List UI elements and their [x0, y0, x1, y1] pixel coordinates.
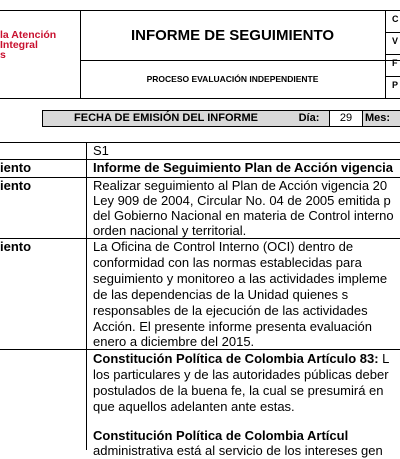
dia-label: Día:	[298, 112, 320, 124]
objetivo-line-1: Realizar seguimiento al Plan de Acción vigencia 20	[93, 178, 388, 193]
logo-line-3: s	[0, 49, 6, 61]
header-right-label-2: V	[392, 36, 399, 46]
header-right-line-1	[385, 32, 400, 33]
fecha-label: FECHA DE EMISIÓN DEL INFORME	[74, 112, 258, 124]
normativa-article-83: Constitución Política de Colombia Artículo 83:	[93, 351, 379, 366]
fecha-emision-row	[42, 110, 400, 127]
mes-label: Mes:	[365, 112, 391, 124]
normativa-line-cut: administrativa está al servicio de los intereses gen	[93, 443, 383, 458]
alcance-line-7: enero a diciembre del 2015.	[93, 334, 255, 349]
normativa-line-3: postulados de la buena fe, la cual se presumirá en	[93, 383, 384, 398]
header-right-line-3	[385, 76, 400, 77]
alcance-line-4: de las dependencias de la Unidad quienes s	[93, 287, 349, 302]
titulo-value: Informe de Seguimiento Plan de Acción vigencia	[93, 160, 394, 175]
alcance-line-6: Acción. El presente informe presenta evaluación	[93, 319, 372, 334]
entity-logo	[0, 30, 60, 60]
normativa-line-2: los particulares y de las autoridades públicas deber	[93, 367, 389, 382]
document-subtitle: PROCESO EVALUACIÓN INDEPENDIENTE	[146, 74, 319, 84]
logo-line-1: la Atención	[0, 29, 57, 41]
header-right-label-4: P	[392, 80, 399, 90]
alcance-line-2: conformidad con las normas establecidas para	[93, 255, 362, 270]
alcance-line-3: seguimiento y monitoreo a las actividades impleme	[93, 271, 388, 286]
objetivo-line-3: del Gobierno Nacional en materia de Control interno	[93, 208, 394, 223]
dia-value: 29	[329, 111, 363, 126]
header-bottom-line	[0, 98, 400, 99]
alcance-line-1: La Oficina de Control Interno (OCI) dentro de	[93, 239, 354, 254]
normativa-line-1-rest: L	[378, 351, 390, 366]
table-column-divider	[86, 142, 87, 450]
code-value: S1	[93, 143, 109, 158]
document-title: INFORME DE SEGUIMIENTO	[130, 26, 335, 44]
alcance-label: iento	[0, 239, 32, 254]
normativa-article-2: Constitución Política de Colombia Artícul	[93, 428, 349, 443]
header-right-line-2	[385, 54, 400, 55]
objetivo-label: iento	[0, 178, 32, 193]
logo-line-2: Integral	[0, 39, 38, 51]
alcance-line-5: responsables de la ejecución de las actividades	[93, 303, 368, 318]
header-right-label-1: C	[392, 14, 399, 24]
header-right-label-3: F	[392, 58, 398, 68]
normativa-line-1	[93, 351, 400, 367]
objetivo-line-4: orden nacional y territorial.	[93, 223, 247, 238]
titulo-label: iento	[0, 160, 32, 175]
objetivo-line-2: Ley 909 de 2004, Circular No. 04 de 2005 emitida p	[93, 193, 391, 208]
normativa-line-4: que aquellos adelanten ante estas.	[93, 399, 295, 414]
